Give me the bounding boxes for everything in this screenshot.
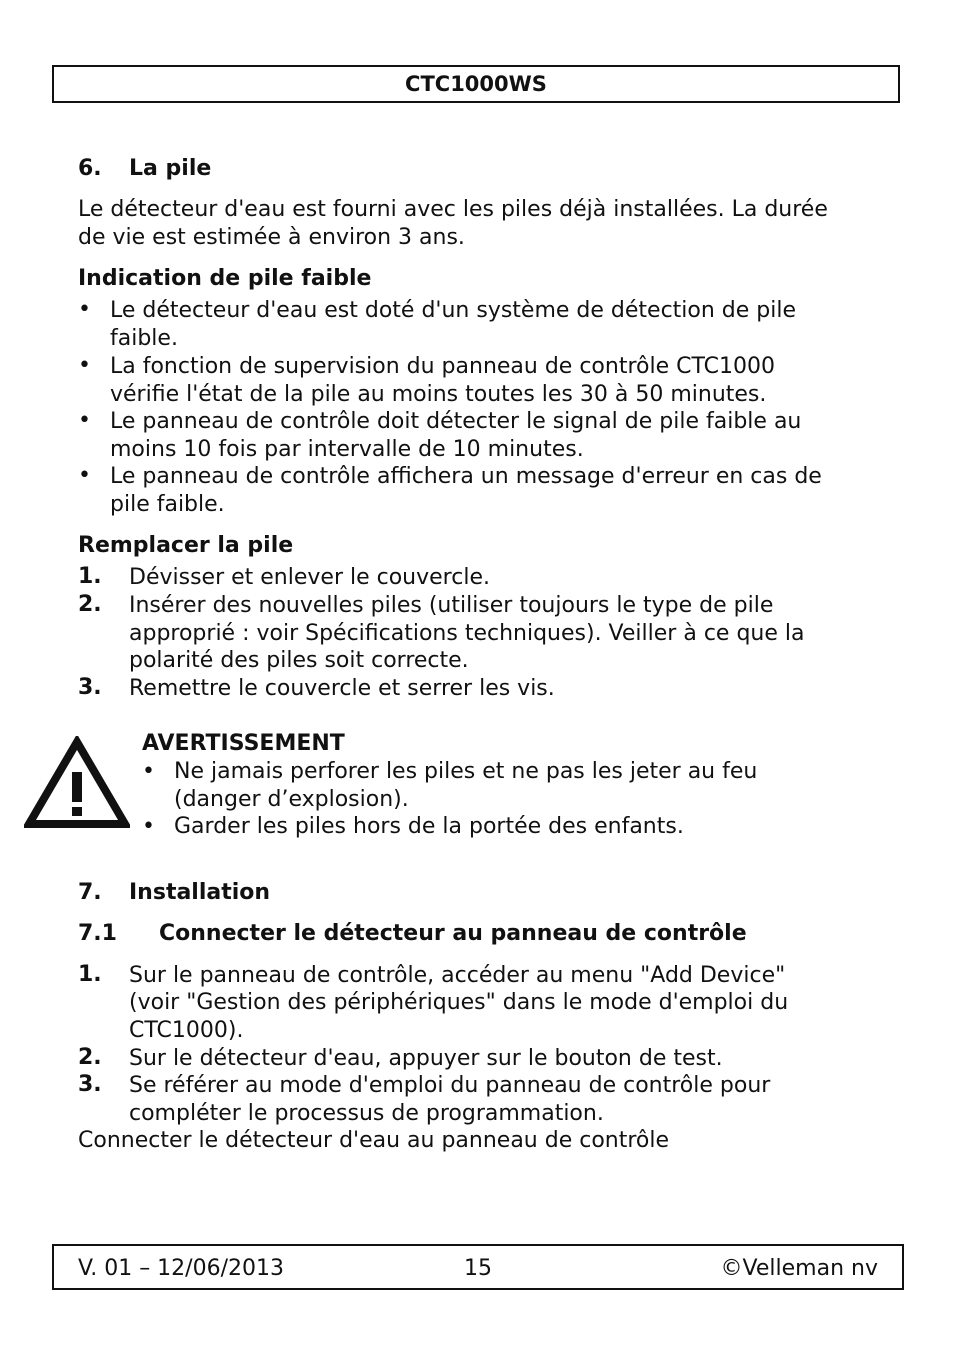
- bullet: •: [78, 463, 91, 488]
- low-item-3-line-1: Le panneau de contrôle doit détecter le signal de pile faible au: [110, 409, 802, 434]
- warning-item-2-line-1: Garder les piles hors de la portée des enfants.: [174, 814, 684, 839]
- replace-step-2-line-2: approprié : voir Spécifications techniques). Veiller à ce que la: [129, 621, 805, 646]
- section-7-1-number: 7.1: [78, 921, 117, 946]
- install-step-1-line-1: Sur le panneau de contrôle, accéder au menu "Add Device": [129, 963, 786, 988]
- page-header: [52, 65, 900, 103]
- bullet: •: [78, 408, 91, 433]
- replace-step-2-line-3: polarité des piles soit correcte.: [129, 648, 469, 673]
- install-step-3-line-1: Se référer au mode d'emploi du panneau de contrôle pour: [129, 1073, 771, 1098]
- low-item-3-line-2: moins 10 fois par intervalle de 10 minutes.: [110, 437, 584, 462]
- low-item-2-line-1: La fonction de supervision du panneau de contrôle CTC1000: [110, 354, 775, 379]
- warning-triangle-icon: [24, 736, 130, 832]
- footer-copyright: ©Velleman nv: [720, 1256, 878, 1281]
- section-7-number: 7.: [78, 880, 102, 905]
- section-6-intro-line-1: Le détecteur d'eau est fourni avec les piles déjà installées. La durée: [78, 197, 828, 222]
- replace-step-2-line-1: Insérer des nouvelles piles (utiliser toujours le type de pile: [129, 593, 774, 618]
- replace-step-1-line-1: Dévisser et enlever le couvercle.: [129, 565, 490, 590]
- bullet: •: [78, 353, 91, 378]
- section-7-1-title: Connecter le détecteur au panneau de contrôle: [159, 921, 747, 946]
- page-number: 15: [464, 1256, 492, 1281]
- low-item-2-line-2: vérifie l'état de la pile au moins toutes les 30 à 50 minutes.: [110, 382, 767, 407]
- install-step-2-line-1: Sur le détecteur d'eau, appuyer sur le bouton de test.: [129, 1046, 723, 1071]
- install-step-1-line-2: (voir "Gestion des périphériques" dans le mode d'emploi du: [129, 990, 789, 1015]
- warning-item-1-line-1: Ne jamais perforer les piles et ne pas les jeter au feu: [174, 759, 758, 784]
- install-step-3-line-2: compléter le processus de programmation.: [129, 1101, 604, 1126]
- footer-version: V. 01 – 12/06/2013: [78, 1256, 284, 1281]
- section-6-number: 6.: [78, 156, 102, 181]
- warning-item-1-line-2: (danger d’explosion).: [174, 787, 409, 812]
- low-item-4-line-2: pile faible.: [110, 492, 225, 517]
- low-item-4-line-1: Le panneau de contrôle affichera un message d'erreur en cas de: [110, 464, 822, 489]
- step-number: 3.: [78, 675, 102, 700]
- low-item-1-line-1: Le détecteur d'eau est doté d'un système de détection de pile: [110, 298, 797, 323]
- section-6-title: La pile: [129, 156, 212, 181]
- section-7-title: Installation: [129, 880, 271, 905]
- step-number: 2.: [78, 592, 102, 617]
- bullet: •: [78, 297, 91, 322]
- replace-step-3-line-1: Remettre le couvercle et serrer les vis.: [129, 676, 555, 701]
- warning-title: AVERTISSEMENT: [142, 731, 345, 756]
- step-number: 1.: [78, 962, 102, 987]
- replace-battery-heading: Remplacer la pile: [78, 533, 294, 558]
- page-footer: [52, 1244, 904, 1290]
- figure-caption: Connecter le détecteur d'eau au panneau de contrôle: [78, 1128, 670, 1153]
- low-item-1-line-2: faible.: [110, 326, 178, 351]
- step-number: 1.: [78, 564, 102, 589]
- low-battery-heading: Indication de pile faible: [78, 266, 372, 291]
- bullet: •: [142, 814, 155, 839]
- step-number: 3.: [78, 1072, 102, 1097]
- install-step-1-line-3: CTC1000).: [129, 1018, 244, 1043]
- section-6-intro-line-2: de vie est estimée à environ 3 ans.: [78, 225, 465, 250]
- header-title: CTC1000WS: [405, 72, 547, 96]
- bullet: •: [142, 759, 155, 784]
- step-number: 2.: [78, 1045, 102, 1070]
